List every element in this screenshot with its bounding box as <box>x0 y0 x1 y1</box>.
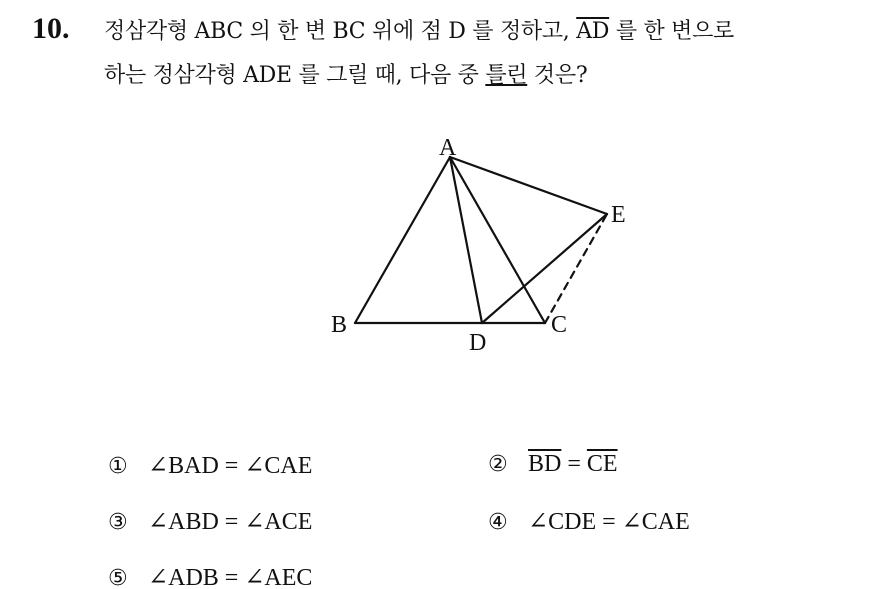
choice-number: ③ <box>108 510 128 535</box>
segment-ce: $\overline{CE}$ <box>586 451 618 477</box>
segment-ae-line <box>450 157 607 214</box>
segment-bd: $\overline{BD}$ <box>528 451 562 477</box>
emphasis-wrong: 틀린 <box>485 63 528 88</box>
point-label-a: A <box>439 135 457 161</box>
equals-sign: = <box>561 451 587 477</box>
point-label-e: E <box>611 202 626 228</box>
choice-3[interactable] <box>108 507 312 536</box>
choice-number: ④ <box>488 510 508 535</box>
choice-number: ② <box>488 452 508 477</box>
question-text-part: 하는 정삼각형 ADE 를 그릴 때, 다음 중 <box>104 63 486 88</box>
question-text-part: 것은? <box>527 63 588 88</box>
choice-text: ∠ADB = ∠AEC <box>148 565 313 589</box>
point-label-d: D <box>469 330 487 356</box>
choice-number: ① <box>108 454 128 479</box>
segment-ad-line <box>450 157 482 323</box>
segment-ad: $\overline{AD}$ <box>576 19 610 44</box>
point-label-c: C <box>551 312 568 338</box>
side-ac <box>450 157 545 323</box>
choice-4[interactable] <box>488 507 690 536</box>
choice-text: ∠CDE = ∠CAE <box>528 509 690 535</box>
choice-number: ⑤ <box>108 566 128 589</box>
point-label-b: B <box>331 312 348 338</box>
choice-1[interactable] <box>108 451 312 480</box>
question-text-part: 정삼각형 ABC 의 한 변 BC 위에 점 D 를 정하고, <box>104 19 577 44</box>
segment-de-line <box>482 214 607 323</box>
side-ab <box>355 157 450 323</box>
question-number: 10. <box>32 12 70 45</box>
choice-text: ∠ABD = ∠ACE <box>148 509 313 535</box>
choice-text: ∠BAD = ∠CAE <box>148 453 313 479</box>
choice-5[interactable] <box>108 563 312 589</box>
segment-ce-dashed <box>545 214 607 323</box>
question-text-part: 를 한 변으로 <box>609 19 734 44</box>
choice-2[interactable] <box>488 451 618 478</box>
